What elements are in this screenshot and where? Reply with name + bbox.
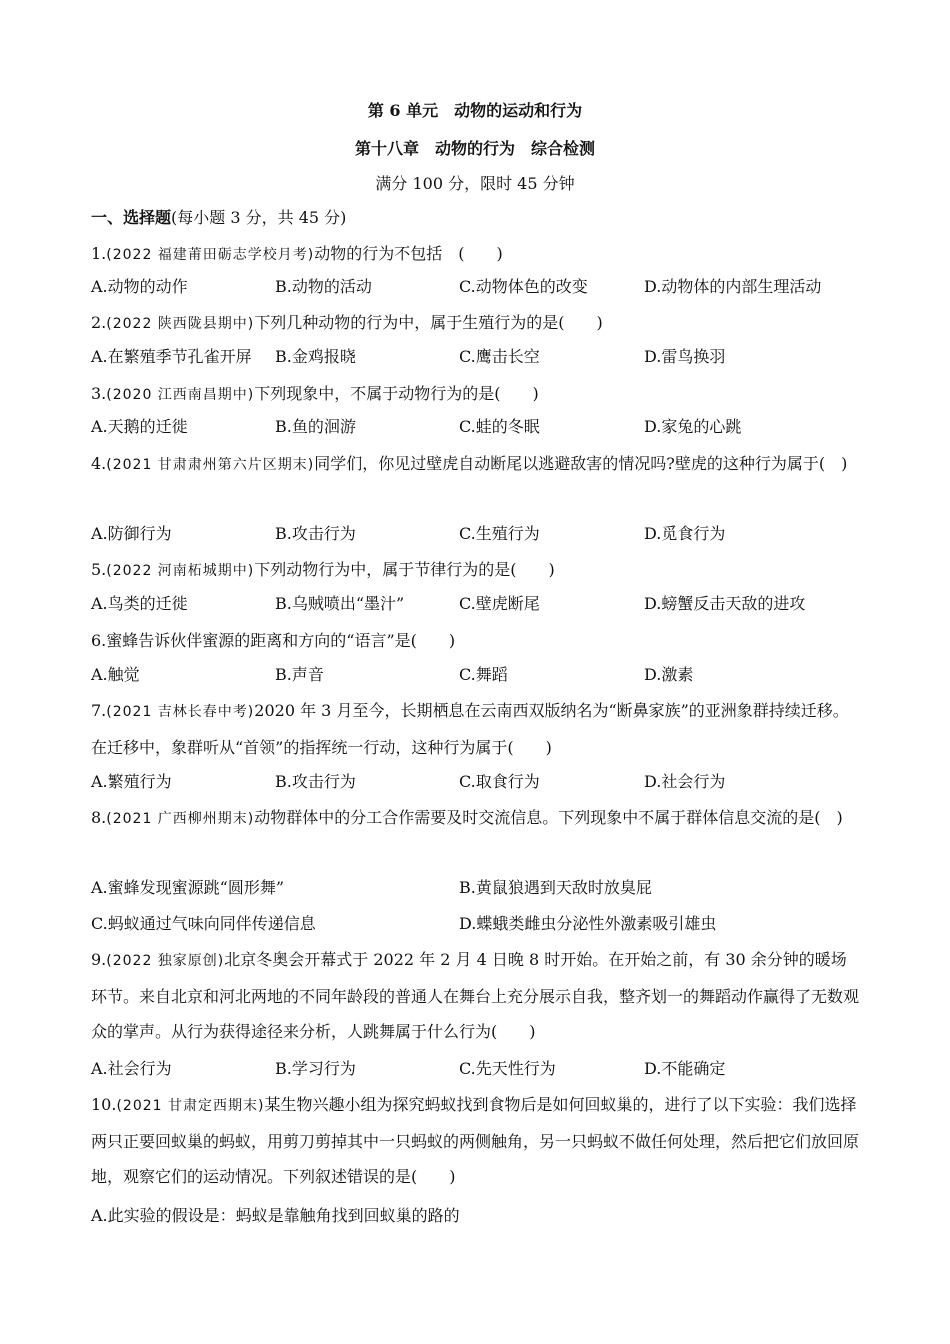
option-a[interactable]: A.天鹅的迁徙 — [91, 417, 188, 436]
option-a[interactable]: A.鸟类的迁徙 — [91, 594, 188, 613]
section-note: (每小题 3 分，共 45 分) — [171, 208, 347, 227]
question-text: 动物的行为不包括 ( ) — [314, 244, 503, 263]
question-source: (2020 江西南昌期中) — [106, 387, 255, 403]
question-number: 7. — [91, 701, 107, 720]
question-text: 下列动物行为中，属于节律行为的是( ) — [254, 560, 555, 579]
question-source: (2021 吉林长春中考) — [106, 704, 255, 720]
question-5 — [91, 552, 861, 589]
question-number: 10. — [91, 1095, 117, 1114]
question-text: 动物群体中的分工合作需要及时交流信息。下列现象中不属于群体信息交流的是( ) — [254, 808, 843, 827]
question-text: 下列现象中，不属于动物行为的是( ) — [254, 384, 539, 403]
option-c[interactable]: C.舞蹈 — [459, 665, 508, 684]
question-text: 2020 年 3 月至今，长期栖息在云南西双版纳名为“断鼻家族”的亚洲象群持续迁移。在迁移中，象群听从“首领”的指挥统一行动，这种行为属于( ) — [91, 701, 849, 757]
question-source: (2022 陕西陇县期中) — [106, 316, 255, 332]
question-number: 8. — [91, 808, 107, 827]
question-4 — [91, 446, 861, 483]
question-8-options-row-1 — [91, 877, 871, 899]
question-source: (2022 河南柘城期中) — [106, 563, 255, 579]
option-c[interactable]: C.蛙的冬眠 — [459, 417, 540, 436]
question-4-options — [91, 523, 871, 545]
option-b[interactable]: B.黄鼠狼遇到天敌时放臭屁 — [459, 878, 652, 897]
option-c[interactable]: C.取食行为 — [459, 772, 540, 791]
question-text: 蜜蜂告诉伙伴蜜源的距离和方向的“语言”是( ) — [106, 631, 456, 650]
question-6 — [91, 623, 861, 660]
option-a[interactable]: A.触觉 — [91, 665, 140, 684]
question-text: 某生物兴趣小组为探究蚂蚁找到食物后是如何回蚁巢的，进行了以下实验：我们选择两只正要回蚁巢的蚂蚁，用剪刀剪掉其中一只蚂蚁的两侧触角，另一只蚂蚁不做任何处理，然后把它们放回原地，观察它们的运动情况。下列叙述错误的是( ) — [91, 1095, 860, 1186]
question-number: 2. — [91, 313, 107, 332]
option-a[interactable]: A.社会行为 — [91, 1059, 172, 1078]
option-c[interactable]: C.蚂蚁通过气味向同伴传递信息 — [91, 914, 316, 933]
option-a[interactable]: A.防御行为 — [91, 524, 172, 543]
question-source: (2022 福建莆田砺志学校月考) — [106, 247, 315, 263]
question-source: (2022 独家原创) — [106, 953, 225, 969]
question-text: 同学们，你见过壁虎自动断尾以逃避敌害的情况吗?壁虎的这种行为属于( ) — [314, 454, 848, 473]
option-b[interactable]: B.攻击行为 — [275, 772, 356, 791]
question-7-options — [91, 771, 871, 793]
question-1-options — [91, 276, 871, 298]
question-8 — [91, 800, 861, 837]
option-d[interactable]: D.觅食行为 — [644, 524, 726, 543]
question-8-options-row-2 — [91, 913, 871, 935]
question-number: 5. — [91, 560, 107, 579]
score-info: 满分 100 分，限时 45 分钟 — [375, 174, 575, 193]
option-c[interactable]: C.生殖行为 — [459, 524, 540, 543]
option-c[interactable]: C.壁虎断尾 — [459, 594, 540, 613]
option-d[interactable]: D.蝶蛾类雌虫分泌性外激素吸引雄虫 — [459, 914, 717, 933]
question-text: 下列几种动物的行为中，属于生殖行为的是( ) — [254, 313, 603, 332]
section-title: 一、选择题 — [91, 208, 172, 227]
option-b[interactable]: B.动物的活动 — [275, 277, 372, 296]
option-d[interactable]: D.雷鸟换羽 — [644, 347, 726, 366]
question-number: 3. — [91, 384, 107, 403]
option-b[interactable]: B.声音 — [275, 665, 324, 684]
option-c[interactable]: C.鹰击长空 — [459, 347, 540, 366]
question-text: 北京冬奥会开幕式于 2022 年 2 月 4 日晚 8 时开始。在开始之前，有 30 余分钟的暖场环节。来自北京和河北两地的不同年龄段的普通人在舞台上充分展示自我，整齐划一的舞蹈动作赢得了无数观众的掌声。从行为获得途径来分析，人跳舞属于什么行为( ) — [91, 950, 860, 1041]
option-d[interactable]: D.动物体的内部生理活动 — [644, 277, 822, 296]
question-number: 4. — [91, 454, 107, 473]
question-5-options — [91, 593, 871, 615]
option-d[interactable]: D.螃蟹反击天敌的进攻 — [644, 594, 806, 613]
section-heading — [91, 208, 346, 228]
option-a[interactable]: A.繁殖行为 — [91, 772, 172, 791]
question-7 — [91, 693, 861, 765]
option-d[interactable]: D.激素 — [644, 665, 694, 684]
option-b[interactable]: B.鱼的洄游 — [275, 417, 356, 436]
option-d[interactable]: D.家兔的心跳 — [644, 417, 742, 436]
option-a[interactable]: A.此实验的假设是：蚂蚁是靠触角找到回蚁巢的路的 — [91, 1206, 460, 1225]
question-source: (2021 甘肃肃州第六片区期末) — [106, 457, 315, 473]
question-6-options — [91, 664, 871, 686]
question-10-options — [91, 1205, 871, 1227]
question-number: 6. — [91, 631, 107, 650]
unit-title: 第 6 单元 动物的运动和行为 — [367, 101, 583, 120]
question-source: (2021 广西柳州期末) — [106, 811, 255, 827]
question-1 — [91, 236, 861, 273]
chapter-title: 第十八章 动物的行为 综合检测 — [354, 139, 595, 158]
option-c[interactable]: C.动物体色的改变 — [459, 277, 588, 296]
option-a[interactable]: A.动物的动作 — [91, 277, 188, 296]
question-source: (2021 甘肃定西期末) — [116, 1098, 265, 1114]
question-3 — [91, 376, 861, 413]
option-a[interactable]: A.蜜蜂发现蜜源跳“圆形舞” — [91, 878, 285, 897]
option-b[interactable]: B.学习行为 — [275, 1059, 356, 1078]
question-10 — [91, 1087, 861, 1194]
question-3-options — [91, 416, 871, 438]
option-d[interactable]: D.不能确定 — [644, 1059, 726, 1078]
option-d[interactable]: D.社会行为 — [644, 772, 726, 791]
question-number: 1. — [91, 244, 107, 263]
option-b[interactable]: B.乌贼喷出“墨汁” — [275, 594, 405, 613]
option-b[interactable]: B.金鸡报晓 — [275, 347, 356, 366]
question-9-options — [91, 1058, 871, 1080]
question-9 — [91, 942, 861, 1049]
option-b[interactable]: B.攻击行为 — [275, 524, 356, 543]
question-number: 9. — [91, 950, 107, 969]
question-2-options — [91, 346, 871, 368]
option-a[interactable]: A.在繁殖季节孔雀开屏 — [91, 347, 252, 366]
option-c[interactable]: C.先天性行为 — [459, 1059, 556, 1078]
question-2 — [91, 305, 861, 342]
